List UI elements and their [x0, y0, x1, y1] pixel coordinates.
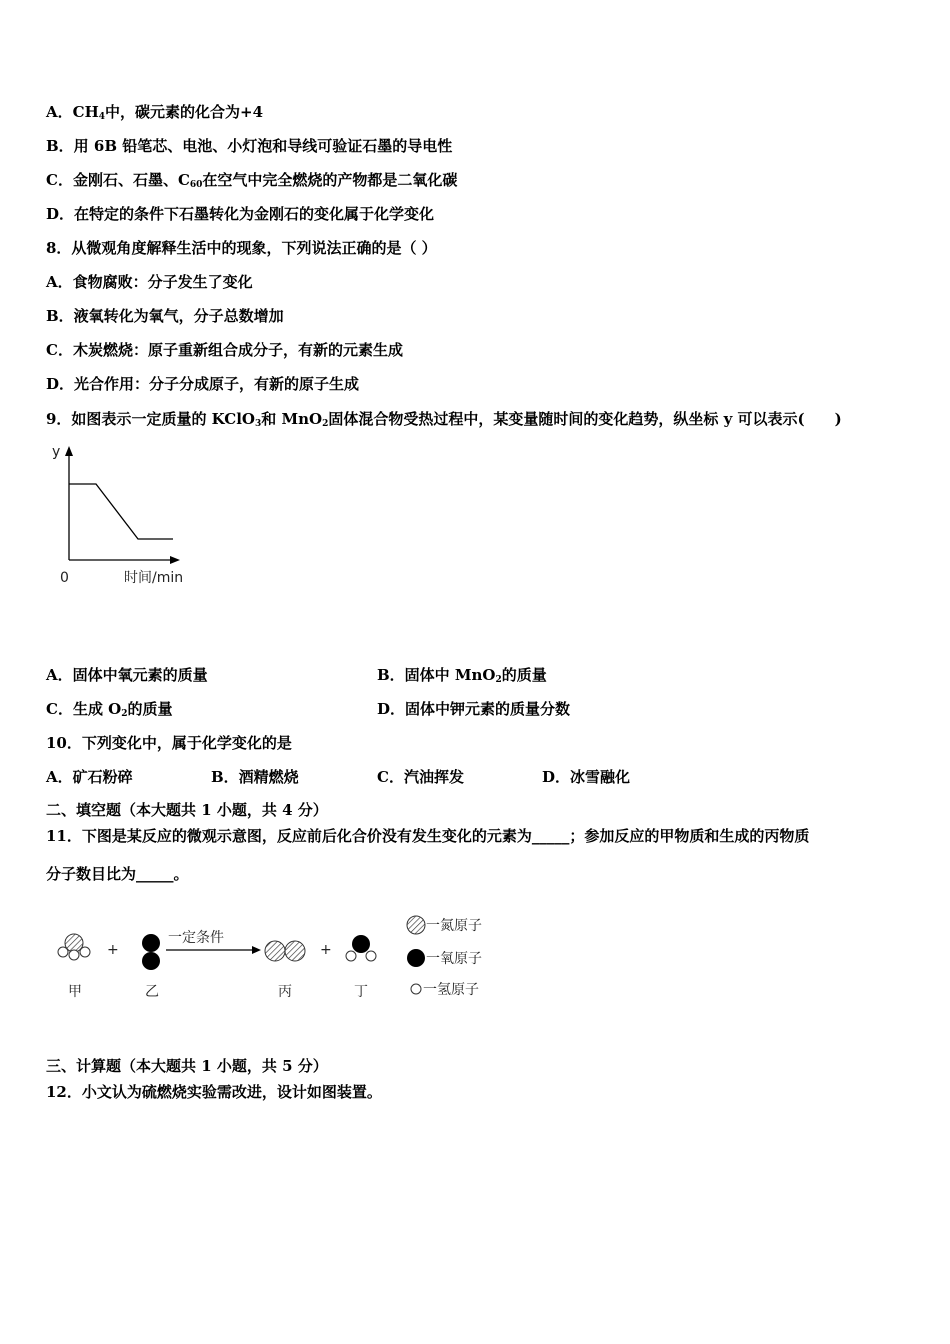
q8-option-d: D．光合作用：分子分成原子，有新的原子生成: [46, 375, 360, 393]
y-axis-label: y: [52, 444, 61, 460]
reaction-condition: 一定条件: [168, 930, 224, 946]
legend: [407, 916, 482, 998]
q10-option-b: B．酒精燃烧: [211, 768, 299, 786]
q9-option-d: D．固体中钾元素的质量分数: [377, 700, 571, 718]
q11-reaction-diagram: [50, 908, 510, 1008]
q7-option-b: B．用 6B 铅笔芯、电池、小灯泡和导线可验证石墨的导电性: [46, 137, 453, 155]
q8-option-c: C．木炭燃烧：原子重新组合成分子，有新的元素生成: [46, 341, 403, 359]
q10-option-d: D．冰雪融化: [542, 768, 631, 786]
label-ding: 丁: [354, 984, 368, 1000]
q11-stem-line2: 分子数目比为_____。: [46, 865, 189, 883]
q8-option-a: A．食物腐败：分子发生了变化: [46, 273, 253, 291]
label-yi: 乙: [145, 984, 159, 1000]
molecule-jia: [58, 934, 90, 960]
plus-sign: +: [107, 942, 119, 958]
q12-stem: 12．小文认为硫燃烧实验需改进，设计如图装置。: [46, 1083, 382, 1101]
q9-graph: [40, 440, 210, 590]
q11-stem-line1: 11．下图是某反应的微观示意图，反应前后化合价没有发生变化的元素为_____；参加反应的甲物质和生成的丙物质: [46, 827, 810, 845]
q9-stem: 9．如图表示一定质量的 KClO$_3$和 MnO$_2$固体混合物受热过程中，某变量随时间的变化趋势，纵坐标 y 可以表示( ): [46, 410, 842, 429]
molecule-yi: [142, 934, 160, 970]
q9-option-b: B．固体中 MnO$_2$的质量: [377, 666, 547, 685]
section-3-heading: 三、计算题（本大题共 1 小题，共 5 分）: [46, 1057, 328, 1075]
x-axis-label: 时间/min: [124, 570, 184, 586]
q8-option-b: B．液氧转化为氧气，分子总数增加: [46, 307, 284, 325]
x-axis-arrow-icon: [170, 556, 180, 564]
arrow-head-icon: [252, 946, 261, 954]
q10-option-c: C．汽油挥发: [377, 768, 464, 786]
q7-option-c: C．金刚石、石墨、$C_{60}$在空气中完全燃烧的产物都是二氧化碳: [46, 171, 458, 190]
label-jia: 甲: [68, 984, 82, 1000]
q10-stem: 10．下列变化中，属于化学变化的是: [46, 734, 292, 752]
q9-option-a: A．固体中氧元素的质量: [46, 666, 208, 684]
plus-sign-2: +: [320, 942, 332, 958]
q8-stem: 8．从微观角度解释生活中的现象，下列说法正确的是（ ）: [46, 239, 437, 257]
q10-option-a: A．矿石粉碎: [46, 768, 133, 786]
q9-option-c: C．生成 $O_2$的质量: [46, 700, 173, 719]
y-axis-arrow-icon: [65, 446, 73, 456]
legend-oxygen: 一氧原子: [426, 951, 482, 967]
label-bing: 丙: [278, 984, 292, 1000]
q7-option-a: A．$CH_4$中，碳元素的化合为+4: [46, 103, 264, 122]
molecule-bing: [265, 941, 305, 961]
legend-nitrogen: 一氮原子: [426, 918, 482, 934]
graph-curve: [69, 484, 173, 539]
q7-option-d: D．在特定的条件下石墨转化为金刚石的变化属于化学变化: [46, 205, 435, 223]
section-2-heading: 二、填空题（本大题共 1 小题，共 4 分）: [46, 801, 328, 819]
legend-hydrogen: 一氢原子: [423, 982, 479, 998]
origin-label: 0: [60, 570, 69, 586]
molecule-ding: [346, 935, 376, 961]
